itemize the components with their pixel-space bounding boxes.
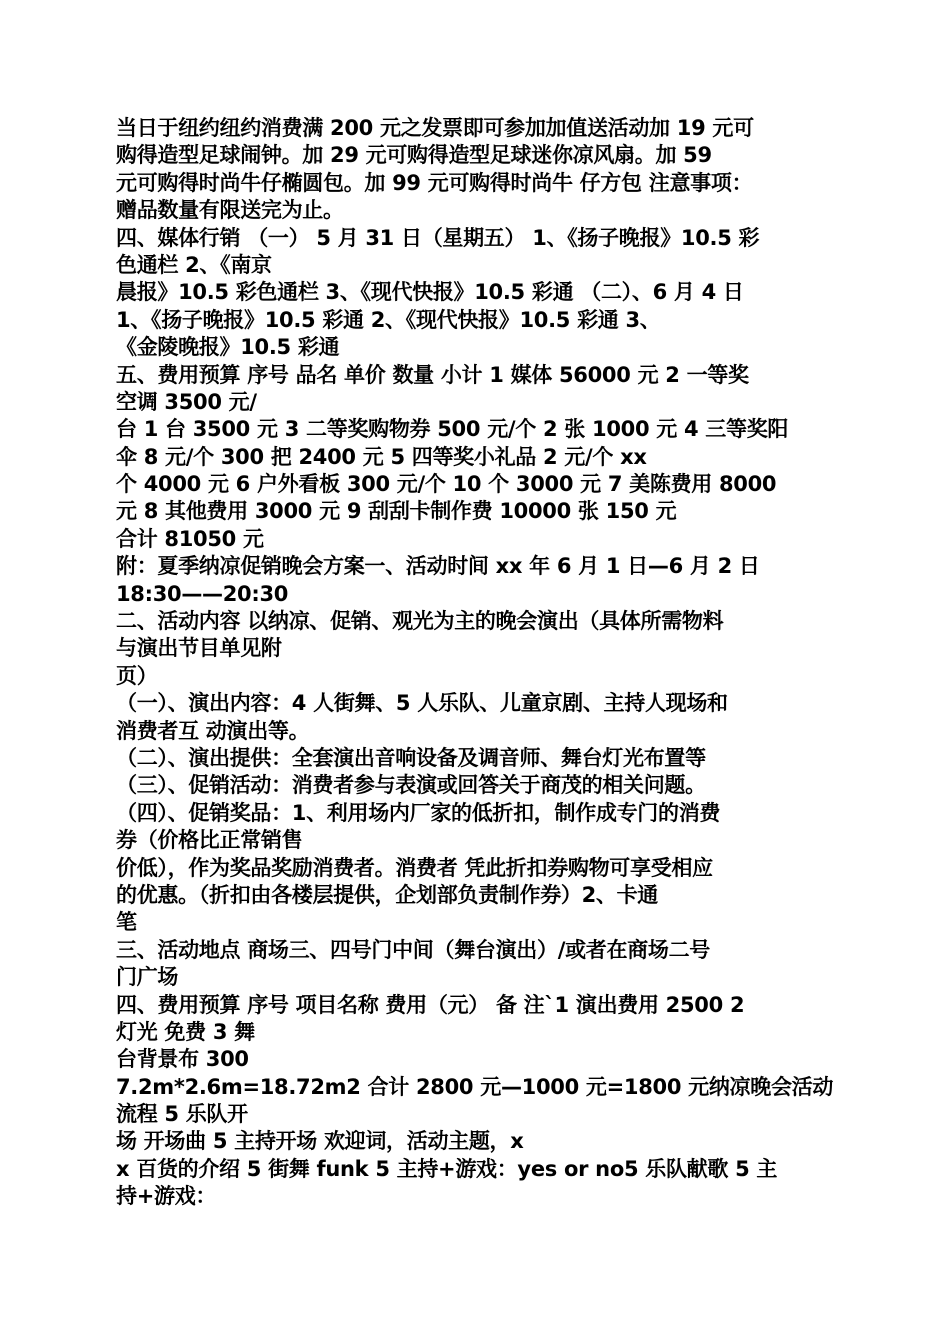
text-line: 元可购得时尚牛仔椭圆包。加 99 元可购得时尚牛 仔方包 注意事项：: [116, 170, 753, 195]
text-line: 与演出节目单见附: [116, 636, 282, 661]
text-line: 1、《扬子晚报》10.5 彩通 2、《现代快报》10.5 彩通 3、: [116, 307, 661, 332]
text-line: 空调 3500 元/: [116, 389, 257, 414]
text-line: 18:30——20:30: [116, 581, 289, 606]
text-line: 持+游戏：: [116, 1184, 217, 1209]
text-line: （三）、促销活动：消费者参与表演或回答关于商茂的相关问题。: [116, 773, 706, 798]
text-line: 门广场: [116, 965, 179, 990]
text-line: 消费者互 动演出等。: [116, 718, 310, 743]
text-line: 购得造型足球闹钟。加 29 元可购得造型足球迷你凉风扇。加 59: [116, 143, 712, 168]
text-line: 伞 8 元/个 300 把 2400 元 5 四等奖小礼品 2 元/个 xx: [116, 444, 647, 469]
text-line: 四、费用预算 序号 项目名称 费用（元） 备 注`1 演出费用 2500 2: [116, 992, 745, 1017]
text-line: 台背景布 300: [116, 1047, 249, 1072]
text-line: 附：夏季纳凉促销晚会方案一、活动时间 xx 年 6 月 1 日—6 月 2 日: [116, 554, 760, 579]
document-body: [116, 115, 836, 1211]
text-line: 当日于纽约纽约消费满 200 元之发票即可参加加值送活动加 19 元可: [116, 116, 754, 140]
text-line: 流程 5 乐队开: [116, 1102, 248, 1127]
text-line: 元 8 其他费用 3000 元 9 刮刮卡制作费 10000 张 150 元: [116, 499, 677, 524]
text-line: 券（价格比正常销售: [116, 828, 303, 853]
text-line: 台 1 台 3500 元 3 二等奖购物券 500 元/个 2 张 1000 元 4 三等奖阳: [116, 417, 789, 442]
text-line: 笔: [116, 910, 137, 935]
text-line: 页）: [116, 663, 158, 688]
text-line: 二、活动内容 以纳凉、促销、观光为主的晚会演出（具体所需物料: [116, 609, 724, 634]
text-line: 灯光 免费 3 舞: [116, 1019, 255, 1044]
text-line: 的优惠。（折扣由各楼层提供，企划部负责制作券）2、卡通: [116, 882, 659, 907]
text-line: 三、活动地点 商场三、四号门中间（舞台演出）/或者在商场二号: [116, 937, 710, 962]
text-line: （四）、促销奖品：1、利用场内厂家的低折扣，制作成专门的消费: [116, 800, 721, 825]
text-line: 合计 81050 元: [116, 526, 264, 551]
text-line: 《金陵晚报》10.5 彩通: [116, 335, 340, 360]
text-line: 色通栏 2、《南京: [116, 252, 272, 277]
text-line: 五、费用预算 序号 品名 单价 数量 小计 1 媒体 56000 元 2 一等奖: [116, 362, 749, 387]
text-line: 赠品数量有限送完为止。: [116, 198, 344, 223]
text-line: 个 4000 元 6 户外看板 300 元/个 10 个 3000 元 7 美陈费用 8000: [116, 472, 777, 497]
text-line: 场 开场曲 5 主持开场 欢迎词，活动主题，x: [116, 1129, 524, 1154]
text-line: （一）、演出内容：4 人街舞、5 人乐队、儿童京剧、主持人现场和: [116, 691, 728, 716]
text-line: 7.2m*2.6m=18.72m2 合计 2800 元—1000 元=1800 元纳凉晚会活动: [116, 1074, 834, 1099]
text-line: 晨报》10.5 彩色通栏 3、《现代快报》10.5 彩通 （二）、6 月 4 日: [116, 280, 744, 305]
text-line: （二）、演出提供：全套演出音响设备及调音师、舞台灯光布置等: [116, 745, 706, 770]
text-line: 价低），作为奖品奖励消费者。消费者 凭此折扣券购物可享受相应: [116, 855, 713, 880]
text-line: 四、媒体行销 （一） 5 月 31 日（星期五） 1、《扬子晚报》10.5 彩: [116, 225, 760, 250]
text-line: x 百货的介绍 5 街舞 funk 5 主持+游戏：yes or no5 乐队献歌 5 主: [116, 1156, 778, 1181]
